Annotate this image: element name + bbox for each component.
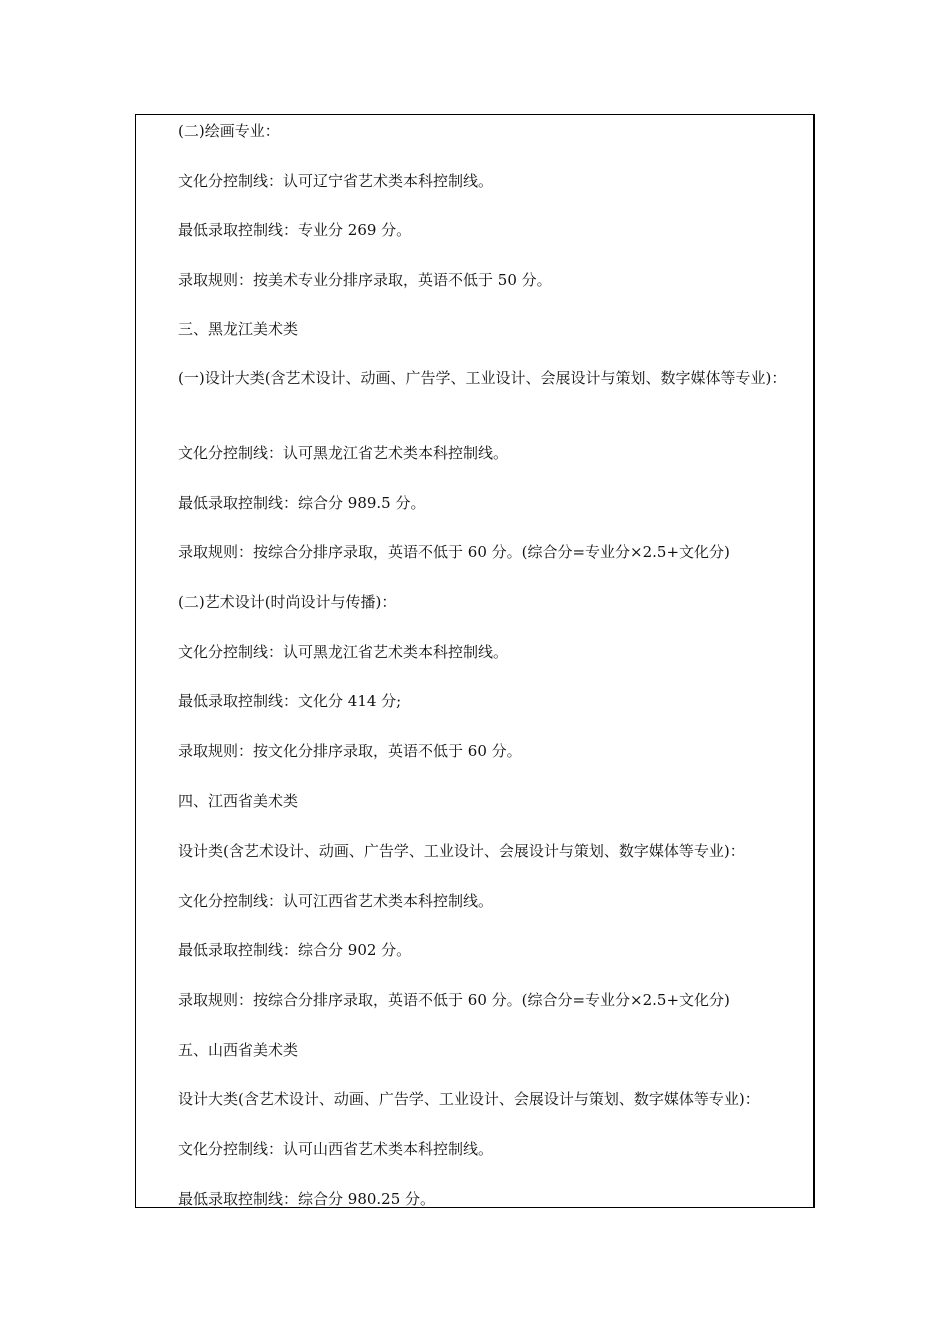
paragraph-culture-line-liaoning: 文化分控制线：认可辽宁省艺术类本科控制线。 <box>178 172 494 190</box>
paragraph-rule-fashion: 录取规则：按文化分排序录取，英语不低于 60 分。 <box>178 742 522 760</box>
paragraph-design-category-jiangxi: 设计类(含艺术设计、动画、广告学、工业设计、会展设计与策划、数字媒体等专业)： <box>178 842 745 860</box>
paragraph-min-line-heilongjiang: 最低录取控制线：综合分 989.5 分。 <box>178 494 426 512</box>
paragraph-min-line-shanxi: 最低录取控制线：综合分 980.25 分。 <box>178 1190 436 1208</box>
paragraph-min-line-jiangxi: 最低录取控制线：综合分 902 分。 <box>178 941 412 959</box>
paragraph-rule-heilongjiang: 录取规则：按综合分排序录取，英语不低于 60 分。(综合分=专业分×2.5+文化分) <box>178 543 730 561</box>
paragraph-design-category-shanxi: 设计大类(含艺术设计、动画、广告学、工业设计、会展设计与策划、数字媒体等专业)： <box>178 1090 760 1108</box>
heading-shanxi: 五、山西省美术类 <box>178 1041 299 1059</box>
paragraph-min-line-fashion: 最低录取控制线：文化分 414 分; <box>178 692 402 710</box>
paragraph-culture-line-heilongjiang-fashion: 文化分控制线：认可黑龙江省艺术类本科控制线。 <box>178 643 509 661</box>
paragraph-culture-line-heilongjiang: 文化分控制线：认可黑龙江省艺术类本科控制线。 <box>178 444 509 462</box>
paragraph-painting-major: (二)绘画专业： <box>178 122 280 140</box>
paragraph-rule-liaoning: 录取规则：按美术专业分排序录取，英语不低于 50 分。 <box>178 271 552 289</box>
paragraph-culture-line-shanxi: 文化分控制线：认可山西省艺术类本科控制线。 <box>178 1140 494 1158</box>
paragraph-culture-line-jiangxi: 文化分控制线：认可江西省艺术类本科控制线。 <box>178 892 494 910</box>
paragraph-fashion-design: (二)艺术设计(时尚设计与传播)： <box>178 593 397 611</box>
heading-heilongjiang: 三、黑龙江美术类 <box>178 320 299 338</box>
paragraph-design-category-heilongjiang: (一)设计大类(含艺术设计、动画、广告学、工业设计、会展设计与策划、数字媒体等专业)： <box>178 369 787 387</box>
paragraph-min-line-liaoning: 最低录取控制线：专业分 269 分。 <box>178 221 412 239</box>
document-frame <box>135 114 815 1208</box>
paragraph-rule-jiangxi: 录取规则：按综合分排序录取，英语不低于 60 分。(综合分=专业分×2.5+文化分) <box>178 991 730 1009</box>
heading-jiangxi: 四、江西省美术类 <box>178 792 299 810</box>
